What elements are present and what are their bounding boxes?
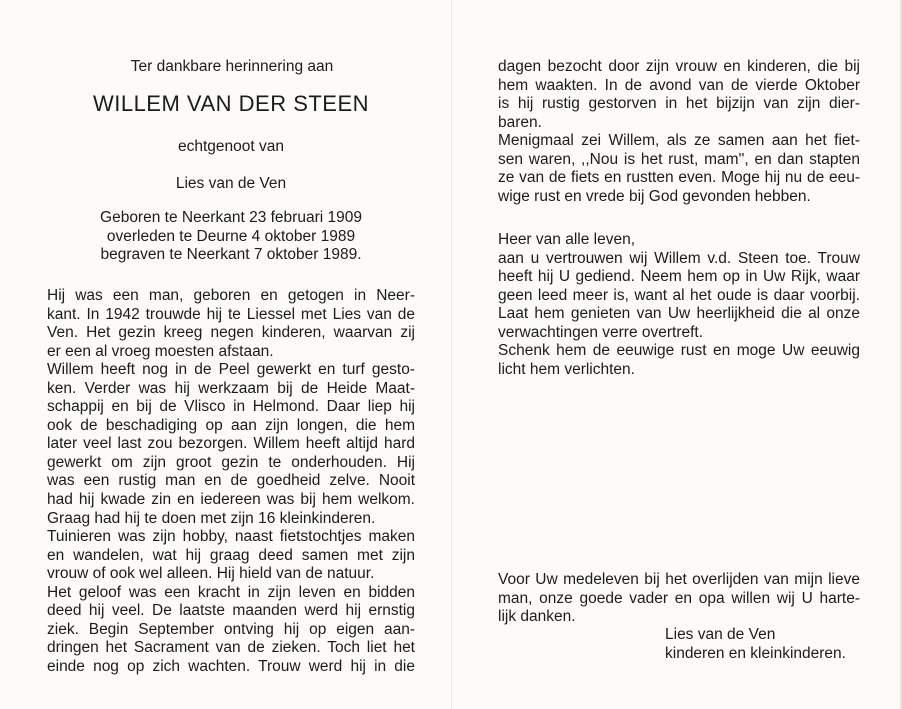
- bio-line: Menigmaal zei Willem, als ze samen aan het fiet-: [498, 132, 860, 150]
- bio-line: ziek. Begin September ontving hij op eigen aan-: [47, 620, 415, 638]
- prayer-line: Schenk hem de eeuwige rust en moge Uw eeuwig: [498, 342, 860, 360]
- thanks-line: Voor Uw medeleven bij het overlijden van mijn lieve: [498, 571, 860, 588]
- bio-line: was een rustig man en de goedheid zelve. Nooit: [47, 472, 415, 490]
- prayer-line: verwachtingen verre overtreft.: [498, 323, 704, 341]
- bio-line: dagen bezocht door zijn vrouw en kinderen, die bij: [498, 58, 860, 75]
- prayer-line: aan u vertrouwen wij Willem v.d. Steen toe. Trouw: [498, 249, 860, 267]
- bio-line: vrouw of ook wel alleen. Hij hield van de natuur.: [47, 565, 375, 583]
- bio-line: einde nog op zich wachten. Trouw werd hij in die: [47, 657, 415, 675]
- biography-continued: [498, 58, 860, 206]
- prayer-line: Laat hem genieten van Uw heerlijkheid die al onze: [498, 305, 860, 323]
- bio-line: dringen het Sacrament van de zieken. Toch liet het: [47, 639, 415, 657]
- bio-line: baren.: [498, 113, 542, 131]
- deceased-name: WILLEM VAN DER STEEN: [92, 91, 370, 116]
- signature: [665, 626, 846, 663]
- prayer: [498, 231, 860, 379]
- bio-line: is hij rustig gestorven in het bijzijn van zijn dier-: [498, 95, 860, 113]
- thanks-note: [498, 571, 860, 627]
- birth-line: Geboren te Neerkant 23 februari 1909: [100, 209, 362, 226]
- biography: [47, 287, 415, 676]
- intro-text: Ter dankbare herinnering aan: [130, 58, 334, 75]
- bio-line: Het geloof was een kracht in zijn leven en bidden: [47, 583, 415, 601]
- spouse-name: Lies van de Ven: [175, 175, 287, 192]
- bio-line: en wandelen, wat hij graag deed samen met zijn: [47, 546, 415, 564]
- prayer-line: licht hem verlichten.: [498, 360, 635, 378]
- spouse-label: echtgenoot van: [177, 138, 284, 155]
- bio-line: Tuinieren was zijn hobby, naast fietstochtjes maken: [47, 528, 415, 546]
- signature-line: kinderen en kleinkinderen.: [665, 644, 846, 662]
- prayer-line: Heer van alle leven,: [498, 231, 635, 248]
- bio-line: deed hij veel. De laatste maanden werd hij ernstig: [47, 602, 415, 620]
- death-line: overleden te Deurne 4 oktober 1989: [106, 227, 356, 245]
- thanks-line: man, onze goede vader en opa willen wij U harte-: [498, 589, 860, 607]
- bio-line: ze van de fiets en rustten even. Moge hij nu de eeu-: [498, 169, 860, 187]
- right-panel: [498, 58, 860, 662]
- bio-line: Hij was een man, geboren en getogen in Neer-: [47, 287, 415, 304]
- bio-line: er een al vroeg moesten afstaan.: [47, 342, 274, 360]
- bio-line: kant. In 1942 trouwde hij te Liessel met Lies van de: [47, 305, 415, 323]
- burial-line: begraven te Neerkant 7 oktober 1989.: [100, 246, 362, 263]
- bio-line: Ven. Het gezin kreeg negen kinderen, waarvan zij: [47, 324, 415, 342]
- bio-line: Willem heeft nog in de Peel gewerkt en turf gesto-: [47, 361, 415, 379]
- bio-line: ook de beschadiging op aan zijn longen, die hem: [47, 416, 415, 434]
- signature-line: Lies van de Ven: [665, 626, 776, 643]
- bio-line: sen waren, ,,Nou is het rust, mam'', en dan stapten: [498, 150, 860, 168]
- prayer-line: heeft hij U gediend. Neem hem op in Uw Rijk, waar: [498, 268, 860, 286]
- bio-line: ken. Verder was hij werkzaam bij de Heide Maat-: [47, 379, 415, 397]
- thanks-line: lijk danken.: [498, 608, 576, 626]
- prayer-line: geen leed meer is, want al het oude is daar voorbij.: [498, 286, 860, 304]
- bio-line: had hij kwade zin en iedereen was bij hem welkom.: [47, 491, 415, 509]
- bio-line: schappij en bij de Vlisco in Helmond. Daar liep hij: [47, 398, 415, 416]
- bio-line: Graag had hij te doen met zijn 16 kleinkinderen.: [47, 509, 376, 527]
- bio-line: wige rust en vrede bij God gevonden hebben.: [498, 187, 811, 205]
- bio-line: gewerkt om zijn groot gezin te onderhouden. Hij: [47, 453, 415, 471]
- life-dates: [47, 209, 415, 265]
- bio-line: hem waakten. In de avond van de vierde Oktober: [498, 76, 860, 94]
- card-fold: [451, 0, 452, 709]
- bio-line: later veel last zou bezorgen. Willem heeft altijd hard: [47, 435, 415, 453]
